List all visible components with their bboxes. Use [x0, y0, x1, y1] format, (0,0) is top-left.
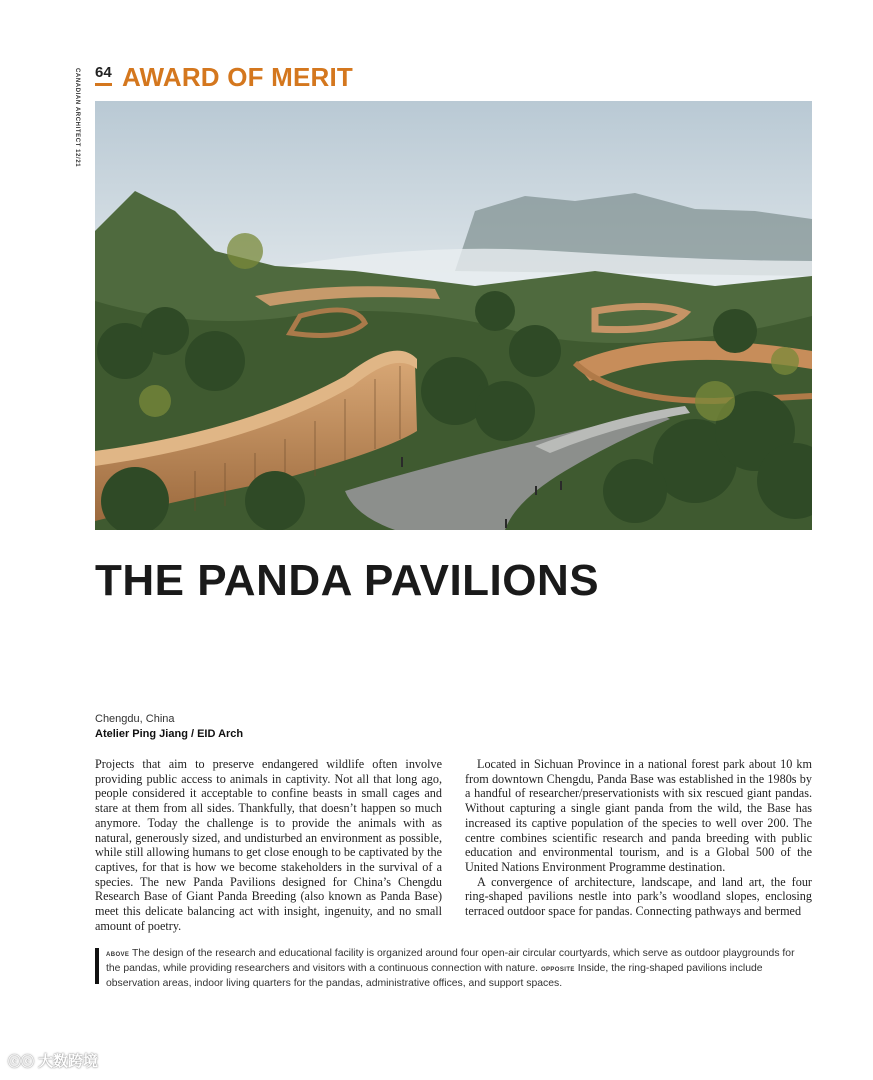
caption-tag-opposite: OPPOSITE [540, 967, 575, 973]
watermark-logo-icon: ⓒⓒ [8, 1054, 35, 1069]
caption-text-opposite: Inside, the ring-shaped pavilions include observation areas, indoor living quarters for the pandas, administrative offices, and support spaces. [106, 963, 763, 989]
section-heading: AWARD OF MERIT [122, 62, 354, 92]
body-column-1 [95, 757, 442, 933]
page-number-underline [95, 83, 112, 86]
magazine-issue-label: CANADIAN ARCHITECT 12/21 [74, 68, 80, 168]
body-paragraph: A convergence of architecture, landscape, and land art, the four ring-shaped pavilions nestle into park’s woodland slopes, enclosing terraced outdoor space for pandas. Connecting pathways and bermed [465, 874, 812, 919]
page-number: 64 [95, 64, 112, 81]
caption-rule [95, 948, 99, 984]
article-title: THE PANDA PAVILIONS [95, 556, 600, 605]
caption-text-above: The design of the research and educational facility is organized around four open-air circular courtyards, which serve as outdoor playgrounds for the pandas, while providing researchers and visitors with a continuous connection with nature. [106, 948, 795, 974]
body-paragraph: Located in Sichuan Province in a national forest park about 10 km from downtown Chengdu, Panda Base was established in the 1980s by a handful of researcher/preservationists with six rescued giant pandas. Without capturing a single giant panda from the wild, the Base has increased its captive population of the species to well over 200. The centre combines scientific research and panda breeding with public education and environmental tourism, and is a Global 500 of the United Nations Environment Programme destination. [465, 757, 812, 874]
caption-tag-above: ABOVE [106, 952, 130, 958]
watermark-text: 大数跨境 [38, 1053, 99, 1070]
watermark [8, 1050, 98, 1071]
project-location: Chengdu, China [95, 713, 175, 725]
hero-photo [95, 101, 812, 530]
body-paragraph: Projects that aim to preserve endangered wildlife often involve providing public access to animals in captivity. Not all that long ago, people considered it acceptable to confine beasts in small cages and stare at them from all sides. Thankfully, that doesn’t happen so much anymore. Today the challenge is to provide the animals with as natural, generously sized, and undisturbed an environment as possible, while still allowing humans to get close enough to be captivated by the captives, for that is how we become stakeholders in the survival of a species. The new Panda Pavilions designed for China’s Chengdu Research Base of Giant Panda Breeding (also known as Panda Base) meet this delicate balancing act with insight, ingenuity, and no small amount of poetry. [95, 757, 442, 933]
project-architect: Atelier Ping Jiang / EID Arch [95, 728, 244, 740]
photo-caption [106, 947, 811, 991]
body-column-2 [465, 757, 812, 919]
